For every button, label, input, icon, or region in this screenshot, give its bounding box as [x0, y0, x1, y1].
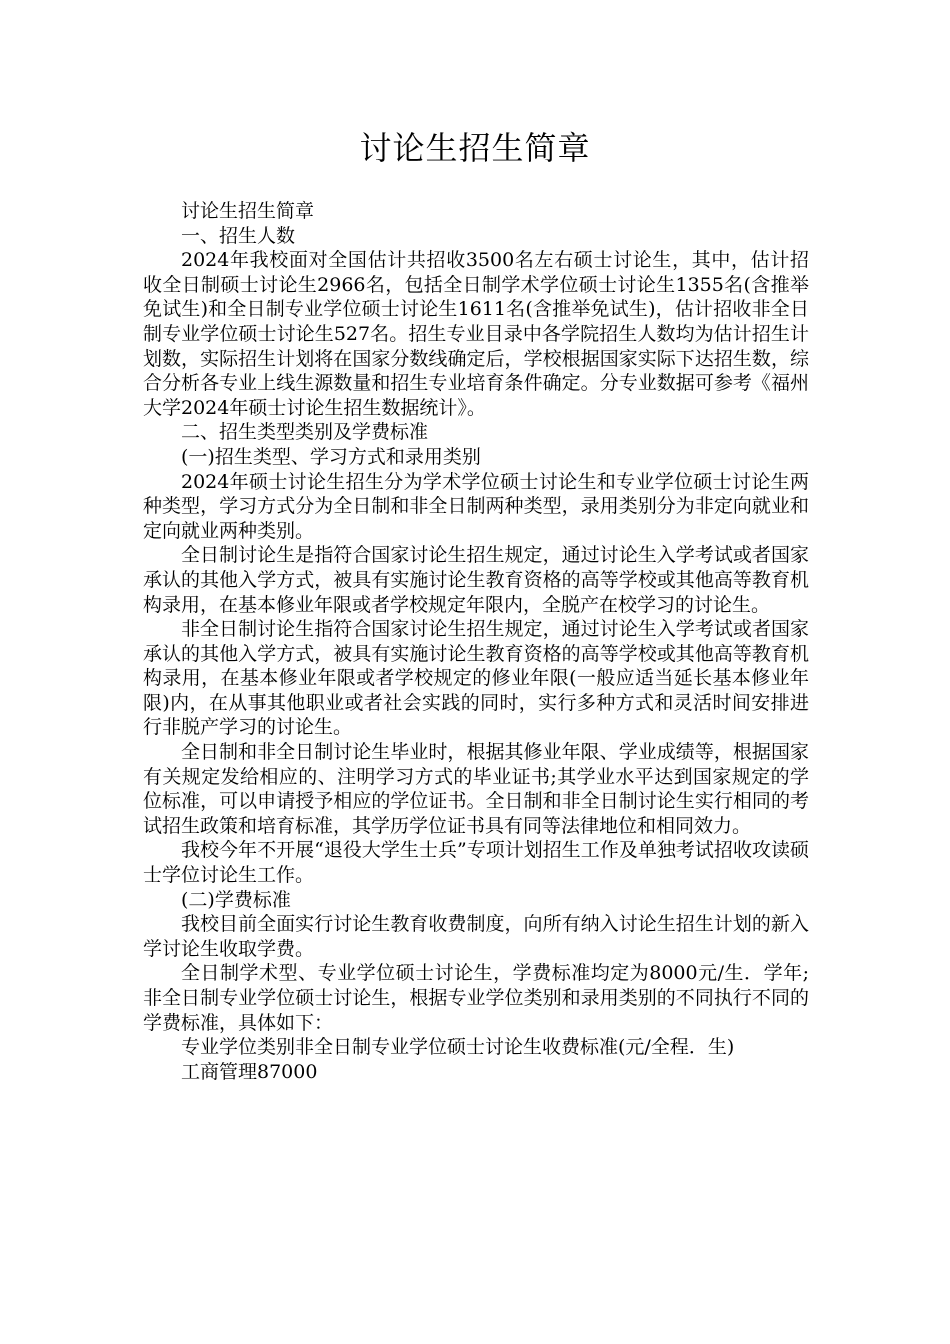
subsection-heading-fees: (二)学费标准 [181, 888, 291, 911]
paragraph-full-time-definition: 全日制讨论生是指符合国家讨论生招生规定，通过讨论生入学考试或者国家承认的其他入学方式，被具有实施讨论生教育资格的高等学校或其他高等教育机构录用，在基本修业年限或者学校规定年限内，全脱产在校学习的讨论生。 [143, 544, 809, 616]
subsection-heading-types: (一)招生类型、学习方式和录用类别 [181, 445, 481, 468]
section-heading-types-fees: 二、招生类型类别及学费标准 [181, 421, 429, 444]
paragraph-fee-policy: 我校目前全面实行讨论生教育收费制度，向所有纳入讨论生招生计划的新入学讨论生收取学费。 [143, 913, 809, 960]
paragraph-fee-standard: 全日制学术型、专业学位硕士讨论生，学费标准均定为8000元/生．学年;非全日制专业学位硕士讨论生，根据专业学位类别和录用类别的不同执行不同的学费标准，具体如下： [143, 962, 809, 1034]
paragraph-part-time-definition: 非全日制讨论生指符合国家讨论生招生规定，通过讨论生入学考试或者国家承认的其他入学方式，被具有实施讨论生教育资格的高等学校或其他高等教育机构录用，在基本修业年限或者学校规定的修业年限(一般应适当延长基本修业年限)内，在从事其他职业或者社会实践的同时，实行多种方式和灵活时间安排进行非脱产学习的讨论生。 [143, 618, 809, 739]
document-title: 讨论生招生简章 [359, 129, 591, 167]
paragraph-fee-table-heading: 专业学位类别非全日制专业学位硕士讨论生收费标准(元/全程．生) [181, 1036, 735, 1059]
paragraph-special-programs: 我校今年不开展“退役大学生士兵”专项计划招生工作及单独考试招收攻读硕士学位讨论生工作。 [143, 839, 809, 887]
paragraph-fee-item-mba: 工商管理87000 [181, 1060, 318, 1083]
paragraph-types-overview: 2024年硕士讨论生招生分为学术学位硕士讨论生和专业学位硕士讨论生两种类型，学习方式分为全日制和非全日制两种类型，录用类别分为非定向就业和定向就业两种类别。 [143, 470, 809, 542]
paragraph-heading: 讨论生招生简章 [181, 200, 315, 222]
paragraph-enrollment-numbers: 2024年我校面对全国估计共招收3500名左右硕士讨论生，其中，估计招收全日制硕士讨论生2966名，包括全日制学术学位硕士讨论生1355名(含推举免试生)和全日制专业学位硕士讨论生1611名(含推举免试生)，估计招收非全日制专业学位硕士讨论生527名。招生专业目录中各学院招生人数均为估计招生计划数，实际招生计划将在国家分数线确定后，学校根据国家实际下达招生数，综合分析各专业上线生源数量和招生专业培育条件确定。分专业数据可参考《福州大学2024年硕士讨论生招生数据统计》。 [143, 249, 809, 419]
paragraph-certificates: 全日制和非全日制讨论生毕业时，根据其修业年限、学业成绩等，根据国家有关规定发给相应的、注明学习方式的毕业证书;其学业水平达到国家规定的学位标准，可以申请授予相应的学位证书。全日制和非全日制讨论生实行相同的考试招生政策和培育标准，其学历学位证书具有同等法律地位和相同效力。 [143, 741, 809, 837]
section-heading-enrollment: 一、招生人数 [181, 224, 296, 247]
document-body [143, 199, 809, 1084]
